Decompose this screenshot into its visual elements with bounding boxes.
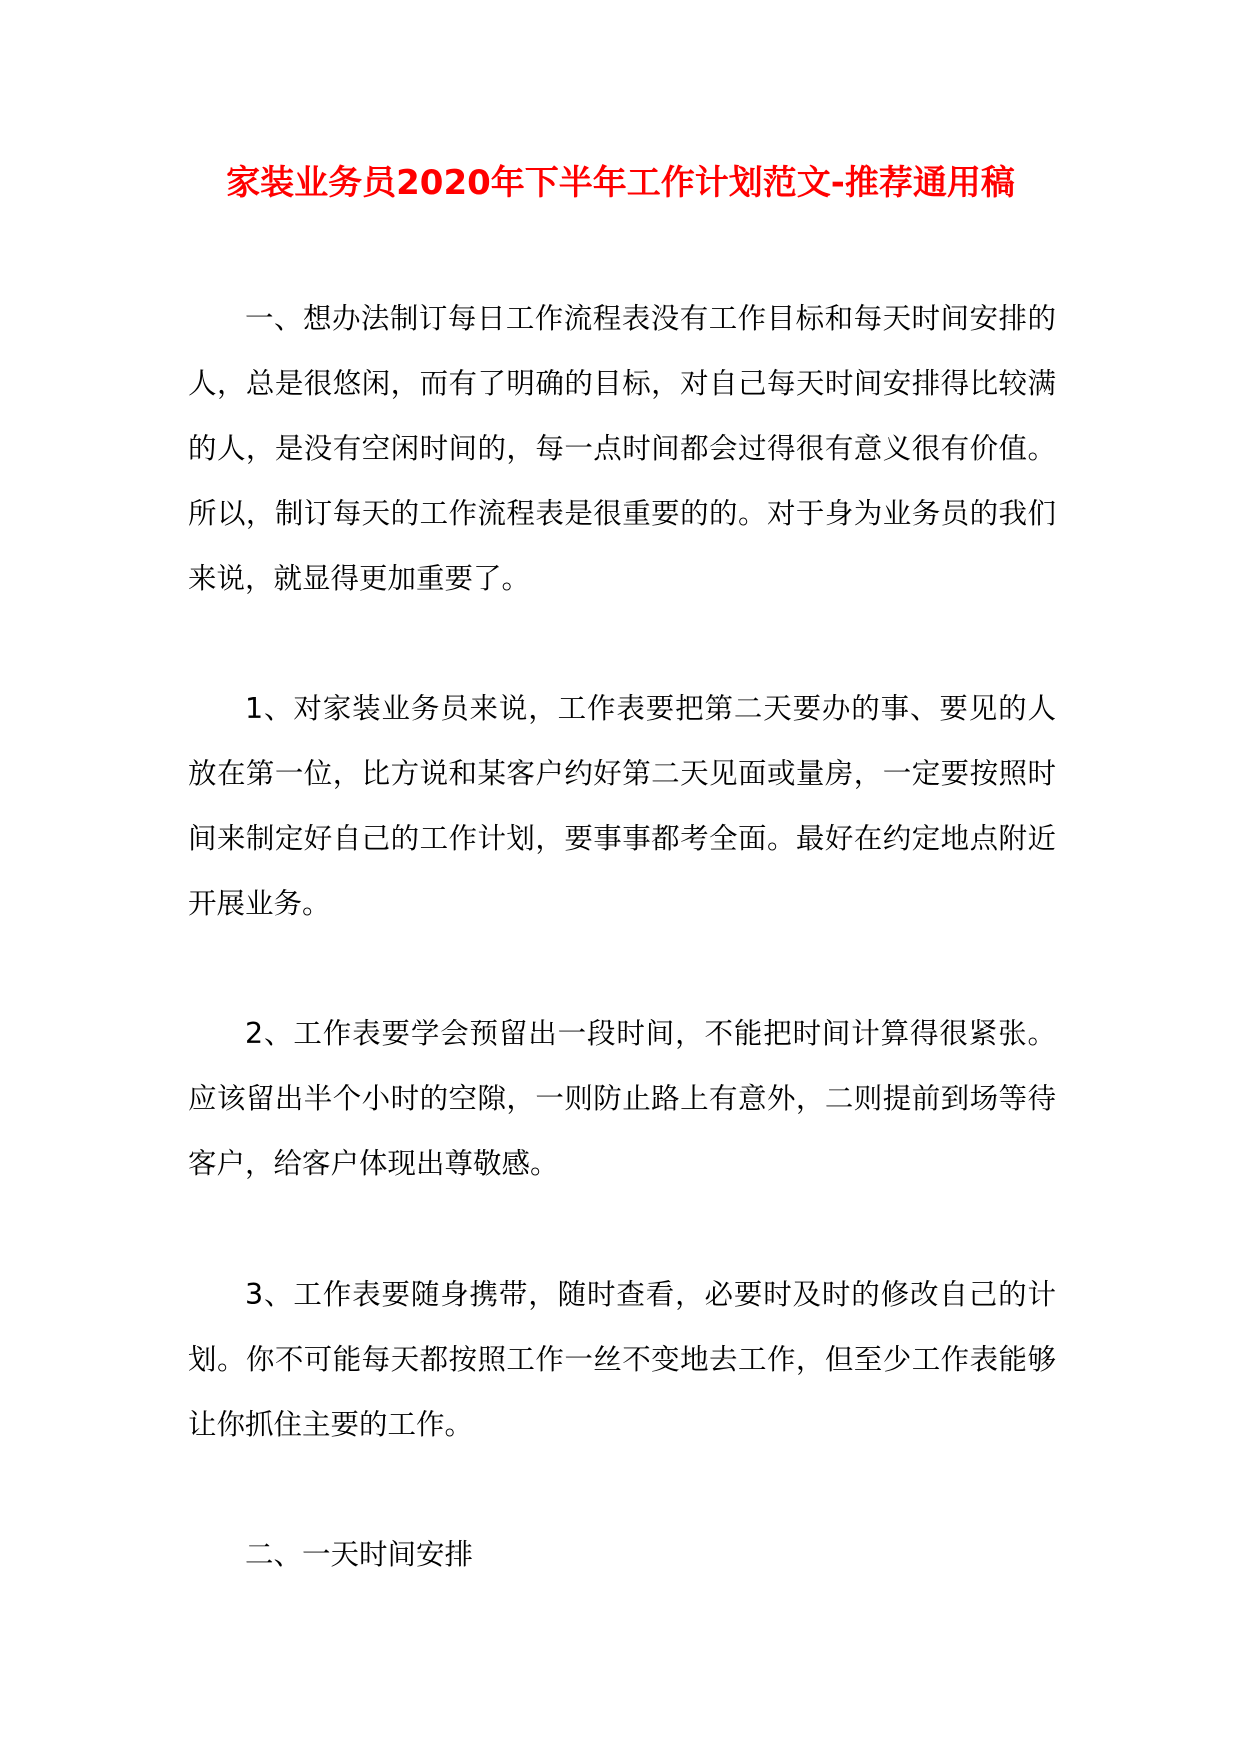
paragraph-section-two-heading: 二、一天时间安排 <box>245 1538 474 1571</box>
paragraph-section-one: 一、想办法制订每日工作流程表没有工作目标和每天时间安排的人，总是很悠闲，而有了明确的目标，对自己每天时间安排得比较满的人，是没有空闲时间的，每一点时间都会过得很有意义很有价值。所以，制订每天的工作流程表是很重要的的。对于身为业务员的我们来说，就显得更加重要了。 <box>188 302 1056 595</box>
paragraph-item-1: 1、对家装业务员来说，工作表要把第二天要办的事、要见的人放在第一位，比方说和某客户约好第二天见面或量房，一定要按照时间来制定好自己的工作计划，要事事都考全面。最好在约定地点附近开展业务。 <box>188 692 1056 920</box>
document-title: 家装业务员2020年下半年工作计划范文-推荐通用稿 <box>226 163 1015 203</box>
paragraph-item-3: 3、工作表要随身携带，随时查看，必要时及时的修改自己的计划。你不可能每天都按照工作一丝不变地去工作，但至少工作表能够让你抓住主要的工作。 <box>188 1278 1056 1441</box>
paragraph-item-2: 2、工作表要学会预留出一段时间，不能把时间计算得很紧张。应该留出半个小时的空隙，一则防止路上有意外，二则提前到场等待客户，给客户体现出尊敬感。 <box>188 1017 1056 1180</box>
